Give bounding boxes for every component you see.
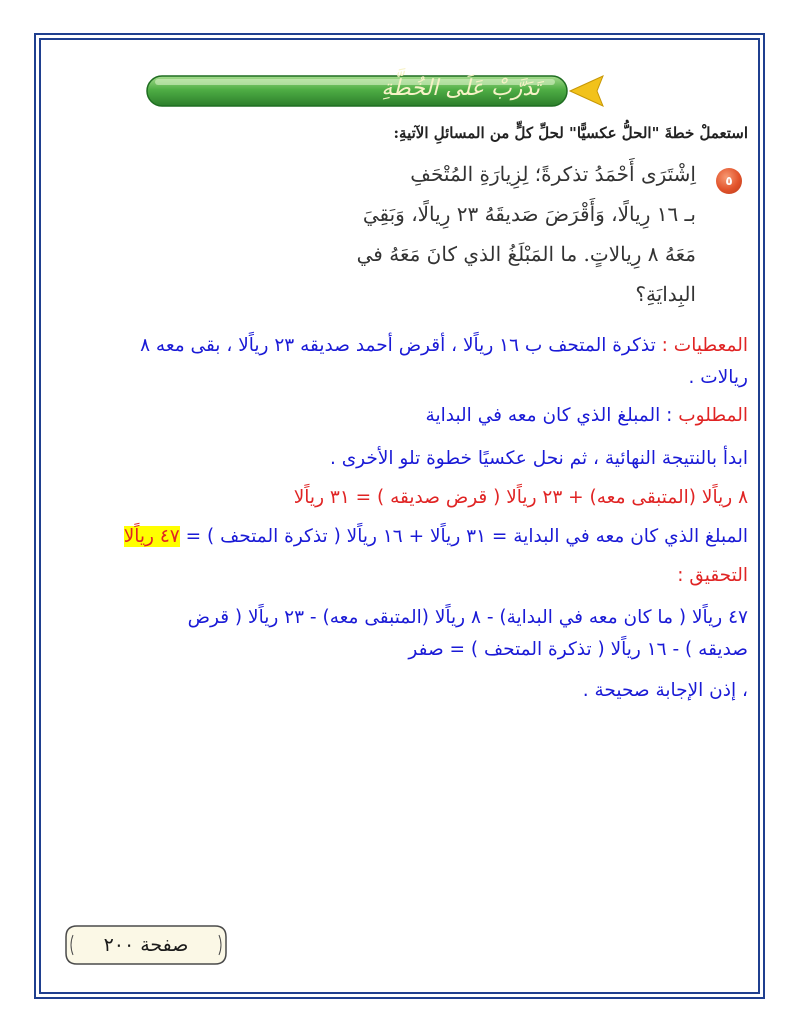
conclusion: ، إذن الإجابة صحيحة . — [582, 680, 748, 701]
step-2: ٨ رياًلا (المتبقى معه) + ٢٣ رياًلا ( قرض صديقه ) = ٣١ رياًلا — [293, 487, 748, 508]
problem-number-badge: ٥ — [716, 168, 742, 194]
required-label: المطلوب — [678, 405, 748, 426]
problem-line-4: البِدايَةِ؟ — [635, 282, 696, 306]
check-line-2: صديقه ) - ١٦ رياًلا ( تذكرة المتحف ) = صفر — [408, 639, 748, 660]
givens-line-2: ريالات . — [688, 367, 748, 388]
problem-line-2: بـ ١٦ رِيالًا، وَأَقْرَضَ صَديقَهُ ٢٣ رِيالًا، وَبَقِيَ — [362, 202, 696, 226]
lesson-title: تَدَرَّبْ عَلَى الخُطَّةِ — [381, 76, 540, 101]
step-3 — [62, 522, 748, 552]
check-line-1: ٤٧ رياًلا ( ما كان معه في البداية) - ٨ رياًلا (المتبقى معه) - ٢٣ رياًلا ( قرض — [187, 607, 748, 628]
lesson-banner — [145, 72, 605, 110]
required-text: : المبلغ الذي كان معه في البداية — [425, 405, 679, 426]
givens-label: المعطيات : — [661, 335, 748, 356]
instruction-text: استعملْ خطةَ "الحلُّ عكسيًّا" لحلِّ كلٍّ من المسائلِ الآتيةِ: — [393, 124, 748, 142]
problem-line-1: اِشْتَرَى أَحْمَدُ تذكرةً؛ لِزِيارَةِ المُتْحَفِ — [410, 162, 696, 186]
required-line — [62, 401, 748, 431]
problem-line-3: مَعَهُ ٨ رِيالاتٍ. ما المَبْلَغُ الذي كانَ مَعَهُ في — [356, 242, 696, 266]
page-number — [63, 923, 229, 967]
step-1: ابدأ بالنتيجة النهائية ، ثم نحل عكسيًا خطوة تلو الأخرى . — [329, 448, 748, 469]
givens-line — [62, 331, 748, 361]
page-number-label: صفحة ٢٠٠ — [103, 934, 189, 956]
check-label: التحقيق : — [677, 565, 748, 586]
final-answer: ٤٧ رياًلا — [123, 526, 180, 547]
givens-text: تذكرة المتحف ب ١٦ رياًلا ، أقرض أحمد صديقه ٢٣ رياًلا ، بقى معه ٨ — [140, 335, 662, 356]
step-3-text: المبلغ الذي كان معه في البداية = ٣١ رياًلا + ١٦ رياًلا ( تذكرة المتحف ) = — [179, 526, 748, 547]
banner-arrow-icon — [570, 76, 603, 106]
